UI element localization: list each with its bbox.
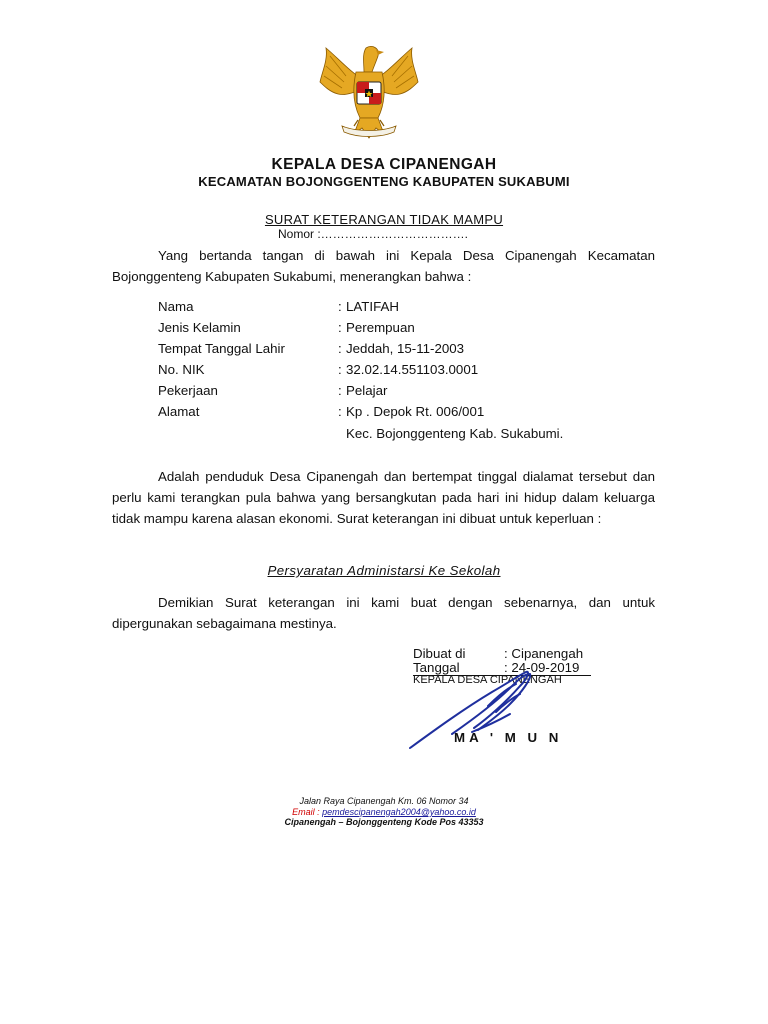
field-label-tempat-tanggal-lahir: Tempat Tanggal Lahir (158, 341, 285, 356)
footer-postal: Cipanengah – Bojonggenteng Kode Pos 43353 (284, 817, 484, 827)
statement-paragraph: Adalah penduduk Desa Cipanengah dan bertempat tinggal dialamat tersebut dan perlu kami terangkan pula bahwa yang bersangkutan pada hari ini hidup dalam keluarga tidak mampu karena alasan ekonomi. Surat keterangan ini dibuat untuk keperluan : (112, 469, 655, 526)
place-label: Dibuat di (413, 646, 466, 661)
field-colon: : (338, 299, 342, 314)
field-label-nik: No. NIK (158, 362, 205, 377)
field-label-jenis-kelamin: Jenis Kelamin (158, 320, 241, 335)
field-value-alamat: Kp . Depok Rt. 006/001 (346, 404, 485, 419)
signatory-office: KEPALA DESA CIPANENGAH (413, 674, 562, 686)
field-value-pekerjaan: Pelajar (346, 383, 388, 398)
field-colon: : (338, 383, 342, 398)
field-colon: : (338, 341, 342, 356)
document-number: Nomor :………………………………. (278, 227, 469, 241)
letterhead-subtitle: KECAMATAN BOJONGGENTENG KABUPATEN SUKABUMI (198, 174, 570, 189)
date-value: : 24-09-2019 (504, 660, 580, 675)
field-label-pekerjaan: Pekerjaan (158, 383, 218, 398)
field-label-alamat: Alamat (158, 404, 200, 419)
email-link[interactable]: pemdescipanengah2004@yahoo.co.id (322, 807, 476, 817)
intro-paragraph: Yang bertanda tangan di bawah ini Kepala Desa Cipanengah Kecamatan Bojonggenteng Kabupaten Sukabumi, menerangkan bahwa : (112, 248, 655, 284)
field-value-nama: LATIFAH (346, 299, 399, 314)
garuda-pancasila-emblem-icon (316, 42, 422, 142)
field-value-jenis-kelamin: Perempuan (346, 320, 415, 335)
field-value-tempat-tanggal-lahir: Jeddah, 15-11-2003 (346, 341, 465, 356)
footer-address: Jalan Raya Cipanengah Km. 06 Nomor 34 (299, 796, 469, 806)
field-colon: : (338, 404, 342, 419)
letterhead-title: KEPALA DESA CIPANENGAH (271, 156, 497, 173)
footer-email (0, 807, 768, 817)
email-label: Email : (292, 807, 320, 817)
purpose-statement: Persyaratan Administarsi Ke Sekolah (267, 563, 501, 578)
field-value-alamat-line2: Kec. Bojonggenteng Kab. Sukabumi. (346, 426, 564, 441)
place-value: : Cipanengah (504, 646, 584, 661)
signatory-name: MA ' M U N (454, 730, 563, 745)
field-value-nik: 32.02.14.551103.0001 (346, 362, 479, 377)
closing-paragraph: Demikian Surat keterangan ini kami buat dengan sebenarnya, dan untuk dipergunakan sebagaimana mestinya. (112, 595, 655, 631)
date-label: Tanggal (413, 660, 460, 675)
field-colon: : (338, 362, 342, 377)
document-title: SURAT KETERANGAN TIDAK MAMPU (264, 212, 504, 227)
field-label-nama: Nama (158, 299, 194, 314)
field-colon: : (338, 320, 342, 335)
